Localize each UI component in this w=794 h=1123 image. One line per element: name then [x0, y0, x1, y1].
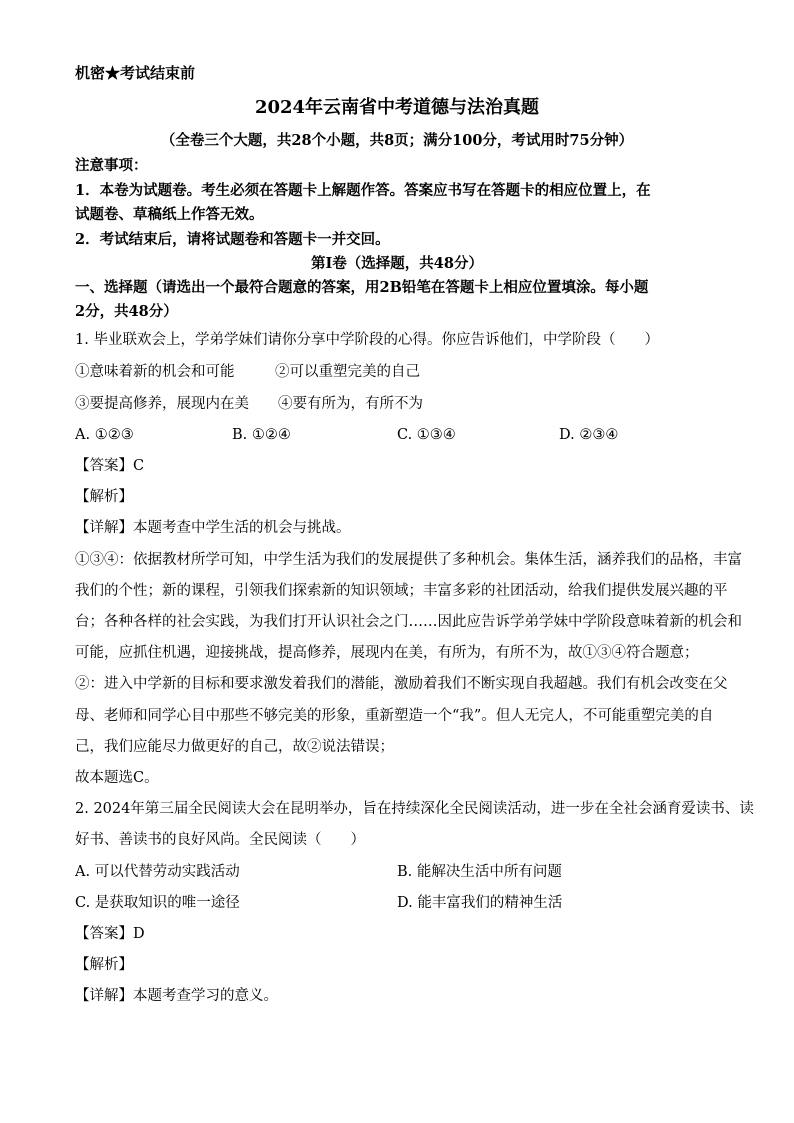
question-1-explanation-line: ②：进入中学新的目标和要求激发着我们的潜能，激励着我们不断实现自我超越。我们有机会改变在父 — [75, 676, 728, 692]
question-1-stem: 1. 毕业联欢会上，学弟学妹们请你分享中学阶段的心得。你应告诉他们，中学阶段（ ） — [75, 332, 659, 348]
question-1-detail: 【详解】本题考查中学生活的机会与挑战。 — [75, 520, 351, 536]
question-2-stem-line-1: 2. 2024年第三届全民阅读大会在昆明举办，旨在持续深化全民阅读活动，进一步在全社会涵育爱读书、读 — [75, 801, 754, 817]
question-1-statement-1: ①意味着新的机会和可能 — [75, 364, 235, 380]
confidential-label: 机密★考试结束前 — [75, 64, 196, 82]
question-1-explanation-line: ①③④：依据教材所学可知，中学生活为我们的发展提供了多种机会。集体生活，涵养我们的品格，丰富 — [75, 552, 742, 568]
question-2-answer: 【答案】D — [75, 926, 145, 942]
question-2-option-c: C. 是获取知识的唯一途径 — [75, 895, 240, 911]
question-2-detail: 【详解】本题考查学习的意义。 — [75, 988, 278, 1004]
section-instruction-line-1: 一、选择题（请选出一个最符合题意的答案，用2B铅笔在答题卡上相应位置填涂。每小题 — [75, 279, 649, 296]
question-1-option-d: D. ②③④ — [559, 427, 619, 443]
question-2-stem-line-2: 好书、善读书的良好风尚。全民阅读（ ） — [75, 832, 365, 848]
notice-item-2: 2．考试结束后，请将试题卷和答题卡一并交回。 — [75, 231, 390, 248]
question-1-explanation-line: 己，我们应能尽力做更好的自己，故②说法错误； — [75, 739, 394, 755]
question-1-explanation-line: 台；各种各样的社会实践，为我们打开认识社会之门……因此应告诉学弟学妹中学阶段意味着新的机会和 — [75, 614, 742, 630]
question-1-conclusion: 故本题选C。 — [75, 770, 159, 786]
question-1-explanation-line: 我们的个性；新的课程，引领我们探索新的知识领域；丰富多彩的社团活动，给我们提供发展兴趣的平 — [75, 583, 728, 599]
question-2-option-a: A. 可以代替劳动实践活动 — [75, 864, 240, 880]
question-1-statement-2: ②可以重塑完美的自己 — [275, 364, 420, 380]
question-1-explanation-line: 母、老师和同学心目中那些不够完美的形象，重新塑造一个“我”。但人无完人，不可能重塑完美的自 — [75, 708, 714, 724]
question-1-statement-3: ③要提高修养，展现内在美 — [75, 396, 249, 412]
question-1-option-a: A. ①②③ — [75, 427, 134, 443]
exam-info-subtitle: （全卷三个大题，共28个小题，共8页；满分100分，考试用时75分钟） — [160, 132, 634, 149]
notice-heading: 注意事项： — [75, 157, 148, 174]
question-1-explanation-line: 可能，应抓住机遇，迎接挑战，提高修养，展现内在美，有所为，有所不为，故①③④符合题意； — [75, 645, 699, 661]
notice-item-1-line-1: 1．本卷为试题卷。考生必须在答题卡上解题作答。答案应书写在答题卡的相应位置上，在 — [75, 182, 651, 199]
notice-item-1-line-2: 试题卷、草稿纸上作答无效。 — [75, 206, 264, 223]
question-1-answer: 【答案】C — [75, 458, 145, 474]
question-2-option-d: D. 能丰富我们的精神生活 — [397, 895, 563, 911]
section-instruction-line-2: 2分，共48分） — [75, 303, 178, 320]
question-2-option-b: B. 能解决生活中所有问题 — [397, 864, 562, 880]
question-1-option-c: C. ①③④ — [397, 427, 456, 443]
question-1-option-b: B. ①②④ — [232, 427, 291, 443]
question-1-analysis-label: 【解析】 — [75, 489, 133, 505]
part-1-heading: 第Ⅰ卷（选择题，共48分） — [311, 255, 483, 272]
question-2-analysis-label: 【解析】 — [75, 957, 133, 973]
page-title: 2024年云南省中考道德与法治真题 — [254, 97, 540, 118]
question-1-statement-4: ④要有所为，有所不为 — [278, 396, 423, 412]
